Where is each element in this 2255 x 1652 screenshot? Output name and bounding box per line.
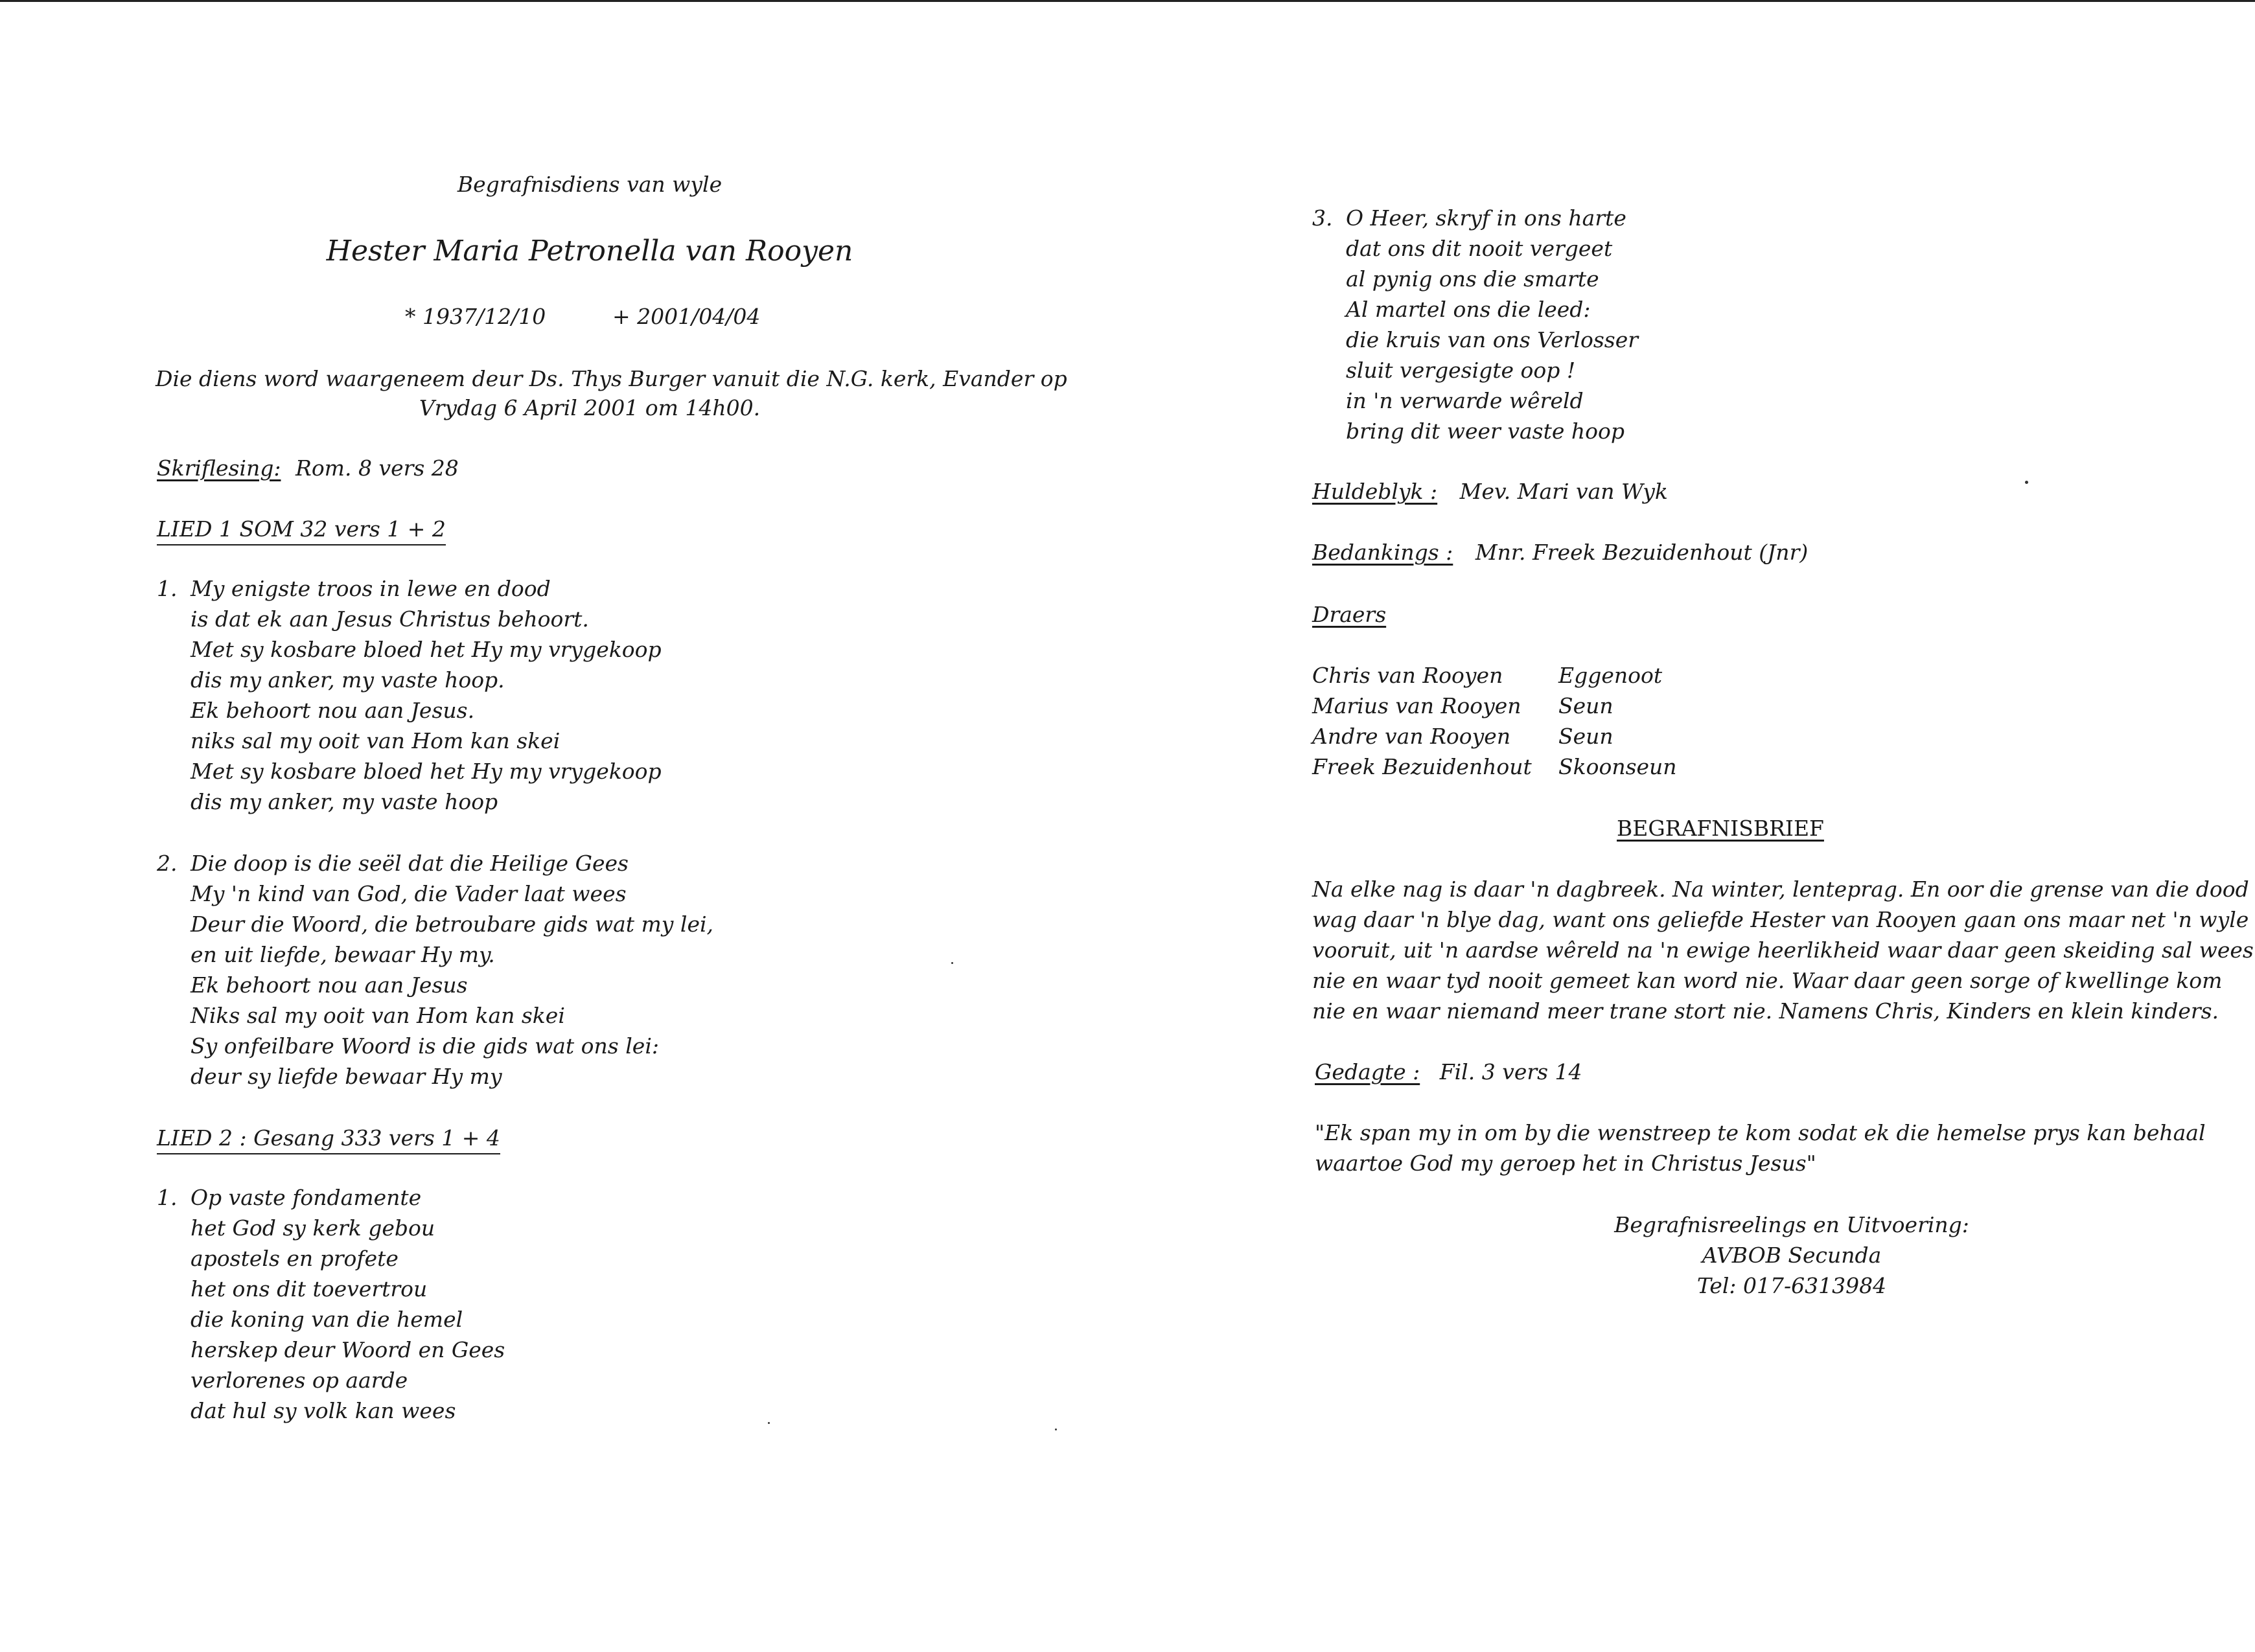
draer-role: Seun [1558, 693, 1613, 718]
verse-line: My enigste troos in lewe en dood [191, 576, 551, 601]
funeral-home-name: AVBOB Secunda [1702, 1243, 1882, 1268]
verse-line: dis my anker, my vaste hoop. [191, 667, 505, 693]
verse-line: is dat ek aan Jesus Christus behoort. [191, 606, 589, 632]
deceased-name: Hester Maria Petronella van Rooyen [326, 235, 853, 268]
letter-line: nie en waar tyd nooit gemeet kan word nie. Waar daar geen sorge of kwellinge kom [1312, 968, 2223, 993]
service-line-1: Die diens word waargeneem deur Ds. Thys Burger vanuit die N.G. kerk, Evander op [156, 366, 1067, 391]
verse-number: 3. [1312, 205, 1333, 231]
letter-line: nie en waar niemand meer trane stort nie. Namens Chris, Kinders en klein kinders. [1312, 998, 2219, 1024]
scan-speck [2025, 481, 2028, 484]
verse-line: O Heer, skryf in ons harte [1346, 205, 1626, 231]
verse-number: 1. [157, 1185, 178, 1210]
draer-name: Chris van Rooyen [1312, 663, 1503, 688]
gedagte-label: Gedagte : [1315, 1059, 1420, 1084]
verse-line: die koning van die hemel [191, 1307, 463, 1332]
verse-line: Met sy kosbare bloed het Hy my vrygekoop [191, 637, 662, 662]
skriflesing-label: Skriflesing: [157, 455, 281, 481]
begrafnisbrief-title: BEGRAFNISBRIEF [1617, 816, 1824, 841]
letter-line: Na elke nag is daar 'n dagbreek. Na winter, lenteprag. En oor die grense van die dood [1312, 877, 2249, 902]
verse-line: My 'n kind van God, die Vader laat wees [191, 881, 627, 906]
gedagte-text: Fil. 3 vers 14 [1439, 1059, 1582, 1084]
death-date: + 2001/04/04 [612, 304, 761, 329]
verse-line: en uit liefde, bewaar Hy my. [191, 942, 495, 967]
verse-line: dat ons dit nooit vergeet [1346, 236, 1613, 261]
quote-line-1: "Ek span my in om by die wenstreep te kom sodat ek die hemelse prys kan behaal [1315, 1120, 2206, 1145]
draer-name: Andre van Rooyen [1312, 724, 1511, 749]
verse-line: Sy onfeilbare Woord is die gids wat ons lei: [191, 1033, 659, 1059]
verse-line: bring dit weer vaste hoop [1346, 419, 1625, 444]
verse-line: dat hul sy volk kan wees [191, 1398, 456, 1423]
draer-role: Eggenoot [1558, 663, 1663, 688]
scan-speck [768, 1422, 770, 1424]
draers-label: Draers [1312, 602, 1387, 627]
draer-role: Skoonseun [1558, 754, 1677, 779]
verse-line: Niks sal my ooit van Hom kan skei [191, 1003, 565, 1028]
intro-text: Begrafnisdiens van wyle [457, 172, 723, 197]
scan-edge-line [0, 0, 2255, 2]
verse-line: Die doop is die seël dat die Heilige Gees [191, 851, 629, 876]
lied2-title: LIED 2 : Gesang 333 vers 1 + 4 [157, 1125, 500, 1154]
verse-line: die kruis van ons Verlosser [1346, 327, 1639, 352]
funeral-home-line-1: Begrafnisreelings en Uitvoering: [1614, 1212, 1969, 1237]
funeral-home-phone: Tel: 017-6313984 [1696, 1273, 1887, 1298]
lied1-title: LIED 1 SOM 32 vers 1 + 2 [157, 516, 446, 545]
verse-line: het ons dit toevertrou [191, 1276, 428, 1302]
verse-line: het God sy kerk gebou [191, 1215, 435, 1241]
verse-number: 2. [157, 851, 178, 876]
service-line-2: Vrydag 6 April 2001 om 14h00. [419, 395, 761, 420]
draer-name: Marius van Rooyen [1312, 693, 1521, 718]
scan-speck [1055, 1428, 1057, 1430]
bedankings-text: Mnr. Freek Bezuidenhout (Jnr) [1475, 540, 1809, 565]
verse-line: Ek behoort nou aan Jesus. [191, 698, 475, 723]
huldeblyk-label: Huldeblyk : [1312, 479, 1438, 504]
verse-line: Deur die Woord, die betroubare gids wat my lei, [191, 912, 714, 937]
verse-line: sluit vergesigte oop ! [1346, 358, 1576, 383]
draer-role: Seun [1558, 724, 1613, 749]
verse-line: Ek behoort nou aan Jesus [191, 972, 468, 998]
verse-line: verlorenes op aarde [191, 1368, 408, 1393]
verse-line: herskep deur Woord en Gees [191, 1337, 505, 1362]
verse-line: deur sy liefde bewaar Hy my [191, 1064, 502, 1089]
verse-line: al pynig ons die smarte [1346, 266, 1599, 292]
draer-name: Freek Bezuidenhout [1312, 754, 1532, 779]
verse-line: niks sal my ooit van Hom kan skei [191, 728, 561, 753]
skriflesing-text: Rom. 8 vers 28 [295, 455, 459, 481]
huldeblyk-text: Mev. Mari van Wyk [1459, 479, 1668, 504]
verse-line: Op vaste fondamente [191, 1185, 422, 1210]
scan-speck [951, 962, 953, 964]
verse-line: Met sy kosbare bloed het Hy my vrygekoop [191, 759, 662, 784]
verse-number: 1. [157, 576, 178, 601]
bedankings-label: Bedankings : [1312, 540, 1453, 565]
verse-line: apostels en profete [191, 1246, 399, 1271]
letter-line: vooruit, uit 'n aardse wêreld na 'n ewige heerlikheid waar daar geen skeiding sal wees [1312, 937, 2254, 963]
verse-line: in 'n verwarde wêreld [1346, 388, 1584, 413]
birth-date: * 1937/12/10 [405, 304, 546, 329]
verse-line: dis my anker, my vaste hoop [191, 789, 498, 814]
quote-line-2: waartoe God my geroep het in Christus Jesus" [1315, 1151, 1816, 1176]
verse-line: Al martel ons die leed: [1346, 297, 1591, 322]
letter-line: wag daar 'n blye dag, want ons geliefde Hester van Rooyen gaan ons maar net 'n wyle [1312, 907, 2249, 932]
